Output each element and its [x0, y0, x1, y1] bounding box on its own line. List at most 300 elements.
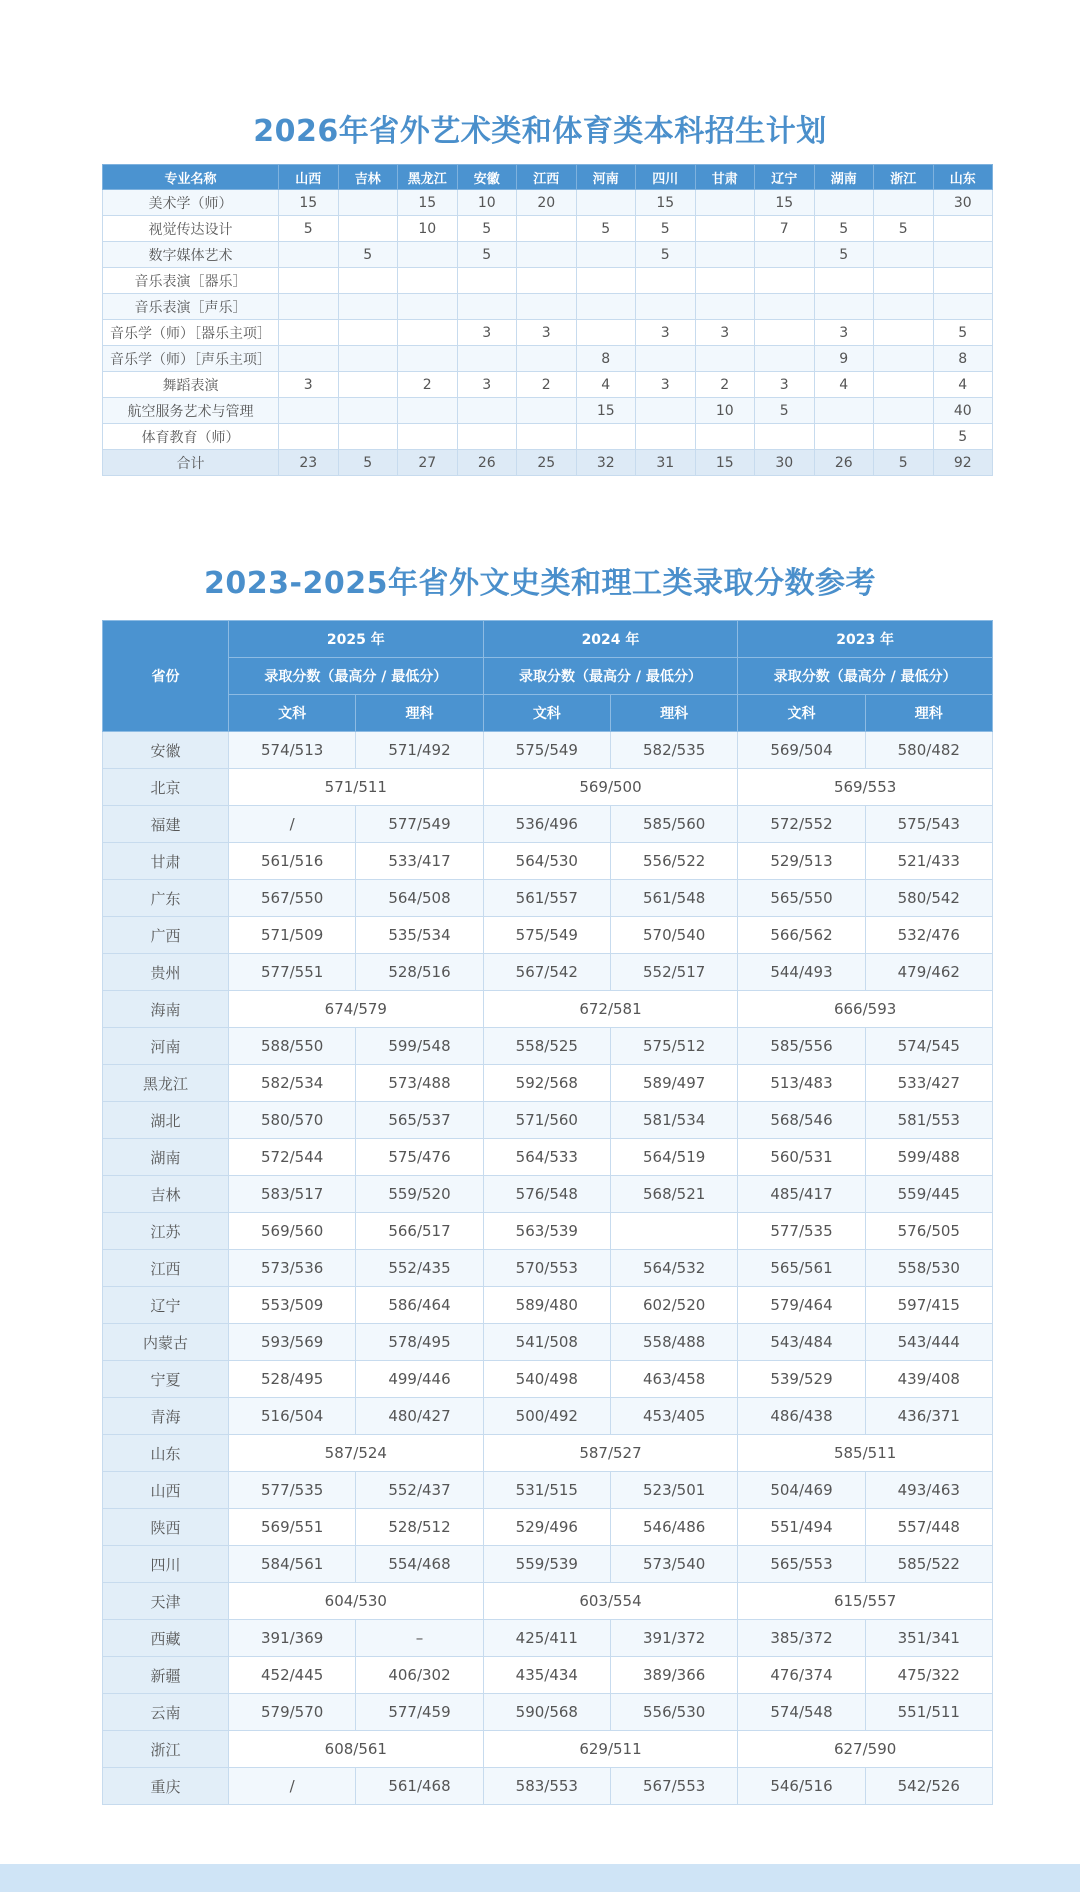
plan-cell [874, 294, 934, 320]
plan-cell [517, 268, 577, 294]
scores-arts-header: 文科 [229, 695, 356, 732]
scores-cell: 531/515 [483, 1472, 610, 1509]
plan-row [103, 398, 993, 424]
plan-cell [814, 190, 874, 216]
scores-cell: 523/501 [610, 1472, 737, 1509]
scores-cell: 577/535 [229, 1472, 356, 1509]
scores-row [103, 1435, 993, 1472]
scores-cell: 532/476 [865, 917, 992, 954]
plan-major-name: 音乐学（师）［声乐主项］ [103, 346, 279, 372]
scores-province: 福建 [103, 806, 229, 843]
plan-cell [338, 346, 398, 372]
plan-row [103, 294, 993, 320]
plan-cell [457, 294, 517, 320]
scores-cell: 588/550 [229, 1028, 356, 1065]
plan-total-cell: 5 [338, 450, 398, 476]
plan-cell: 3 [457, 372, 517, 398]
plan-cell: 9 [814, 346, 874, 372]
scores-cell: 551/494 [738, 1509, 865, 1546]
plan-cell [517, 216, 577, 242]
scores-merged-cell: 571/511 [229, 769, 484, 806]
plan-cell [338, 294, 398, 320]
plan-cell: 5 [755, 398, 815, 424]
plan-cell: 5 [933, 424, 993, 450]
scores-province: 北京 [103, 769, 229, 806]
plan-cell [814, 268, 874, 294]
plan-cell [874, 398, 934, 424]
scores-cell: 593/569 [229, 1324, 356, 1361]
plan-cell [279, 268, 339, 294]
scores-cell: 577/459 [356, 1694, 483, 1731]
scores-cell: 533/417 [356, 843, 483, 880]
scores-cell: 578/495 [356, 1324, 483, 1361]
scores-merged-cell: 604/530 [229, 1583, 484, 1620]
scores-cell: 567/550 [229, 880, 356, 917]
scores-header-years [103, 621, 993, 658]
plan-major-name: 舞蹈表演 [103, 372, 279, 398]
scores-cell: 516/504 [229, 1398, 356, 1435]
plan-major-name: 航空服务艺术与管理 [103, 398, 279, 424]
scores-province-header: 省份 [103, 621, 229, 732]
scores-row [103, 1583, 993, 1620]
plan-title: 2026年省外艺术类和体育类本科招生计划 [253, 114, 827, 149]
plan-cell [576, 424, 636, 450]
plan-major-name: 美术学（师） [103, 190, 279, 216]
scores-cell: 543/484 [738, 1324, 865, 1361]
scores-cell: 544/493 [738, 954, 865, 991]
scores-year-header: 2023 年 [738, 621, 993, 658]
scores-province: 辽宁 [103, 1287, 229, 1324]
plan-total-row [103, 450, 993, 476]
plan-cell [398, 398, 458, 424]
plan-cell [279, 424, 339, 450]
scores-cell: 564/508 [356, 880, 483, 917]
plan-cell: 3 [636, 372, 696, 398]
plan-province-header: 甘肃 [695, 165, 755, 190]
scores-cell: 574/513 [229, 732, 356, 769]
scores-cell: 553/509 [229, 1287, 356, 1324]
plan-cell [695, 190, 755, 216]
plan-province-header: 浙江 [874, 165, 934, 190]
scores-cell: 529/513 [738, 843, 865, 880]
scores-row [103, 1398, 993, 1435]
scores-cell: 575/512 [610, 1028, 737, 1065]
scores-cell: 575/476 [356, 1139, 483, 1176]
scores-cell: 573/536 [229, 1250, 356, 1287]
plan-cell [398, 294, 458, 320]
plan-cell: 15 [576, 398, 636, 424]
scores-cell: 480/427 [356, 1398, 483, 1435]
scores-cell: 556/530 [610, 1694, 737, 1731]
plan-major-name: 体育教育（师） [103, 424, 279, 450]
scores-cell: 476/374 [738, 1657, 865, 1694]
plan-cell [338, 190, 398, 216]
plan-cell [338, 320, 398, 346]
plan-row [103, 372, 993, 398]
scores-row [103, 1361, 993, 1398]
plan-row [103, 242, 993, 268]
plan-cell: 2 [517, 372, 577, 398]
enrollment-plan-table [102, 164, 993, 476]
plan-cell: 40 [933, 398, 993, 424]
plan-row [103, 190, 993, 216]
plan-province-header: 江西 [517, 165, 577, 190]
scores-row [103, 991, 993, 1028]
scores-cell: / [229, 1768, 356, 1805]
plan-total-cell: 30 [755, 450, 815, 476]
scores-row [103, 1657, 993, 1694]
plan-row [103, 424, 993, 450]
plan-cell [517, 346, 577, 372]
plan-cell: 15 [755, 190, 815, 216]
scores-cell: 528/516 [356, 954, 483, 991]
plan-cell: 7 [755, 216, 815, 242]
plan-province-header: 山东 [933, 165, 993, 190]
scores-cell: 552/517 [610, 954, 737, 991]
plan-cell [338, 424, 398, 450]
plan-cell [636, 424, 696, 450]
scores-cell: 586/464 [356, 1287, 483, 1324]
scores-merged-cell: 569/553 [738, 769, 993, 806]
scores-science-header: 理科 [356, 695, 483, 732]
plan-cell [755, 268, 815, 294]
plan-cell [933, 268, 993, 294]
plan-cell [576, 268, 636, 294]
scores-row [103, 1102, 993, 1139]
plan-cell [755, 294, 815, 320]
scores-year-header: 2024 年 [483, 621, 738, 658]
plan-province-header: 湖南 [814, 165, 874, 190]
scores-cell: 561/468 [356, 1768, 483, 1805]
scores-cell: 574/548 [738, 1694, 865, 1731]
scores-score-label: 录取分数（最高分 / 最低分） [738, 658, 993, 695]
scores-title: 2023-2025年省外文史类和理工类录取分数参考 [204, 566, 876, 601]
plan-cell: 3 [755, 372, 815, 398]
scores-row [103, 1065, 993, 1102]
plan-cell [874, 424, 934, 450]
plan-cell: 3 [457, 320, 517, 346]
scores-row [103, 880, 993, 917]
scores-merged-cell: 587/527 [483, 1435, 738, 1472]
plan-cell [874, 320, 934, 346]
plan-row [103, 346, 993, 372]
scores-cell: 583/517 [229, 1176, 356, 1213]
scores-cell: 453/405 [610, 1398, 737, 1435]
scores-cell: 570/553 [483, 1250, 610, 1287]
scores-cell: 559/520 [356, 1176, 483, 1213]
plan-total-cell: 31 [636, 450, 696, 476]
scores-cell: 551/511 [865, 1694, 992, 1731]
scores-province: 宁夏 [103, 1361, 229, 1398]
scores-cell: 566/562 [738, 917, 865, 954]
plan-cell [457, 346, 517, 372]
scores-merged-cell: 627/590 [738, 1731, 993, 1768]
plan-cell: 3 [517, 320, 577, 346]
scores-merged-cell: 674/579 [229, 991, 484, 1028]
scores-cell: 546/486 [610, 1509, 737, 1546]
scores-cell: 602/520 [610, 1287, 737, 1324]
scores-cell: 479/462 [865, 954, 992, 991]
scores-cell: 554/468 [356, 1546, 483, 1583]
plan-cell [695, 216, 755, 242]
scores-province: 安徽 [103, 732, 229, 769]
scores-cell: 493/463 [865, 1472, 992, 1509]
scores-province: 陕西 [103, 1509, 229, 1546]
scores-cell: 573/488 [356, 1065, 483, 1102]
scores-row [103, 1324, 993, 1361]
plan-row [103, 216, 993, 242]
scores-cell: 569/560 [229, 1213, 356, 1250]
scores-cell [610, 1213, 737, 1250]
plan-cell [814, 424, 874, 450]
plan-cell [576, 190, 636, 216]
scores-cell: 543/444 [865, 1324, 992, 1361]
scores-cell: 521/433 [865, 843, 992, 880]
plan-cell: 5 [457, 216, 517, 242]
scores-cell: 583/553 [483, 1768, 610, 1805]
scores-province: 江苏 [103, 1213, 229, 1250]
scores-merged-cell: 666/593 [738, 991, 993, 1028]
plan-cell: 5 [933, 320, 993, 346]
scores-cell: 565/553 [738, 1546, 865, 1583]
scores-cell: 391/369 [229, 1620, 356, 1657]
scores-cell: 351/341 [865, 1620, 992, 1657]
scores-cell: 485/417 [738, 1176, 865, 1213]
scores-cell: 568/521 [610, 1176, 737, 1213]
scores-province: 四川 [103, 1546, 229, 1583]
plan-province-header: 吉林 [338, 165, 398, 190]
scores-merged-cell: 629/511 [483, 1731, 738, 1768]
scores-cell: 577/535 [738, 1213, 865, 1250]
plan-cell: 10 [695, 398, 755, 424]
scores-cell: 577/549 [356, 806, 483, 843]
plan-cell [576, 320, 636, 346]
scores-province: 湖北 [103, 1102, 229, 1139]
scores-cell: 535/534 [356, 917, 483, 954]
scores-cell: 571/492 [356, 732, 483, 769]
scores-science-header: 理科 [610, 695, 737, 732]
plan-cell [695, 242, 755, 268]
plan-cell: 5 [814, 216, 874, 242]
plan-cell: 5 [576, 216, 636, 242]
scores-province: 黑龙江 [103, 1065, 229, 1102]
scores-merged-cell: 615/557 [738, 1583, 993, 1620]
scores-cell: 585/560 [610, 806, 737, 843]
scores-province: 广西 [103, 917, 229, 954]
scores-cell: 528/512 [356, 1509, 483, 1546]
scores-cell: – [356, 1620, 483, 1657]
scores-province: 河南 [103, 1028, 229, 1065]
plan-cell [755, 320, 815, 346]
plan-cell [636, 268, 696, 294]
plan-row [103, 268, 993, 294]
plan-cell [755, 424, 815, 450]
scores-cell: 565/561 [738, 1250, 865, 1287]
scores-province: 湖南 [103, 1139, 229, 1176]
plan-cell [933, 216, 993, 242]
scores-cell: 452/445 [229, 1657, 356, 1694]
plan-cell [398, 346, 458, 372]
plan-cell [457, 398, 517, 424]
plan-cell [576, 294, 636, 320]
scores-cell: 572/544 [229, 1139, 356, 1176]
plan-cell [279, 346, 339, 372]
scores-cell: 585/556 [738, 1028, 865, 1065]
scores-cell: 560/531 [738, 1139, 865, 1176]
footer-band [0, 1864, 1080, 1892]
scores-row [103, 1139, 993, 1176]
scores-cell: 561/557 [483, 880, 610, 917]
plan-total-label: 合计 [103, 450, 279, 476]
scores-cell: 389/366 [610, 1657, 737, 1694]
scores-province: 山西 [103, 1472, 229, 1509]
scores-score-label: 录取分数（最高分 / 最低分） [483, 658, 738, 695]
plan-cell [695, 268, 755, 294]
scores-cell: 574/545 [865, 1028, 992, 1065]
scores-cell: 577/551 [229, 954, 356, 991]
scores-cell: 540/498 [483, 1361, 610, 1398]
plan-cell [398, 268, 458, 294]
scores-cell: 406/302 [356, 1657, 483, 1694]
plan-cell [338, 398, 398, 424]
scores-province: 海南 [103, 991, 229, 1028]
scores-province: 天津 [103, 1583, 229, 1620]
plan-cell [517, 398, 577, 424]
scores-cell: 575/549 [483, 917, 610, 954]
plan-cell [338, 372, 398, 398]
scores-year-header: 2025 年 [229, 621, 484, 658]
plan-cell [814, 294, 874, 320]
scores-cell: 439/408 [865, 1361, 992, 1398]
scores-merged-cell: 569/500 [483, 769, 738, 806]
plan-total-cell: 32 [576, 450, 636, 476]
scores-cell: 391/372 [610, 1620, 737, 1657]
scores-merged-cell: 585/511 [738, 1435, 993, 1472]
scores-cell: 575/549 [483, 732, 610, 769]
plan-cell [338, 268, 398, 294]
plan-cell [874, 346, 934, 372]
scores-cell: 566/517 [356, 1213, 483, 1250]
scores-row [103, 1213, 993, 1250]
plan-major-name: 视觉传达设计 [103, 216, 279, 242]
plan-cell: 4 [576, 372, 636, 398]
plan-cell: 15 [636, 190, 696, 216]
scores-cell: 533/427 [865, 1065, 992, 1102]
plan-cell: 2 [398, 372, 458, 398]
scores-cell: 558/530 [865, 1250, 992, 1287]
scores-province: 吉林 [103, 1176, 229, 1213]
scores-cell: 579/570 [229, 1694, 356, 1731]
plan-cell [279, 398, 339, 424]
scores-cell: 576/505 [865, 1213, 992, 1250]
scores-row [103, 1509, 993, 1546]
plan-total-cell: 27 [398, 450, 458, 476]
scores-cell: 571/560 [483, 1102, 610, 1139]
scores-cell: 500/492 [483, 1398, 610, 1435]
scores-cell: 558/525 [483, 1028, 610, 1065]
scores-merged-cell: 608/561 [229, 1731, 484, 1768]
scores-cell: 599/488 [865, 1139, 992, 1176]
scores-cell: 599/548 [356, 1028, 483, 1065]
scores-cell: 559/445 [865, 1176, 992, 1213]
plan-cell [398, 424, 458, 450]
scores-cell: 565/537 [356, 1102, 483, 1139]
plan-cell [457, 268, 517, 294]
scores-cell: 589/497 [610, 1065, 737, 1102]
scores-cell: 585/522 [865, 1546, 992, 1583]
plan-province-header: 山西 [279, 165, 339, 190]
plan-cell: 8 [576, 346, 636, 372]
scores-cell: 435/434 [483, 1657, 610, 1694]
scores-row [103, 769, 993, 806]
scores-cell: 528/495 [229, 1361, 356, 1398]
scores-merged-cell: 603/554 [483, 1583, 738, 1620]
plan-cell: 3 [636, 320, 696, 346]
scores-province: 浙江 [103, 1731, 229, 1768]
scores-cell: 582/534 [229, 1065, 356, 1102]
scores-cell: 565/550 [738, 880, 865, 917]
scores-arts-header: 文科 [483, 695, 610, 732]
scores-score-label: 录取分数（最高分 / 最低分） [229, 658, 484, 695]
plan-cell: 5 [279, 216, 339, 242]
plan-cell: 30 [933, 190, 993, 216]
scores-row [103, 806, 993, 843]
plan-cell [814, 398, 874, 424]
scores-row [103, 1546, 993, 1583]
scores-province: 重庆 [103, 1768, 229, 1805]
plan-cell: 4 [814, 372, 874, 398]
scores-merged-cell: 587/524 [229, 1435, 484, 1472]
scores-cell: 475/322 [865, 1657, 992, 1694]
scores-cell: 580/542 [865, 880, 992, 917]
scores-cell: 539/529 [738, 1361, 865, 1398]
scores-cell: 564/530 [483, 843, 610, 880]
scores-cell: 541/508 [483, 1324, 610, 1361]
scores-row [103, 1620, 993, 1657]
plan-cell [933, 294, 993, 320]
scores-cell: 529/496 [483, 1509, 610, 1546]
scores-cell: 558/488 [610, 1324, 737, 1361]
scores-cell: 584/561 [229, 1546, 356, 1583]
plan-cell [338, 216, 398, 242]
plan-cell [636, 346, 696, 372]
scores-cell: 569/504 [738, 732, 865, 769]
scores-row [103, 1472, 993, 1509]
plan-row [103, 320, 993, 346]
plan-cell [279, 320, 339, 346]
plan-major-name: 音乐表演［声乐］ [103, 294, 279, 320]
scores-cell: 563/539 [483, 1213, 610, 1250]
scores-cell: 385/372 [738, 1620, 865, 1657]
plan-cell [755, 346, 815, 372]
scores-province: 山东 [103, 1435, 229, 1472]
plan-province-header: 四川 [636, 165, 696, 190]
scores-cell: 569/551 [229, 1509, 356, 1546]
plan-cell [517, 424, 577, 450]
plan-total-cell: 26 [814, 450, 874, 476]
plan-cell: 5 [874, 216, 934, 242]
plan-cell [636, 294, 696, 320]
scores-cell: 542/526 [865, 1768, 992, 1805]
plan-major-name: 音乐学（师）［器乐主项］ [103, 320, 279, 346]
plan-major-name: 数字媒体艺术 [103, 242, 279, 268]
scores-arts-header: 文科 [738, 695, 865, 732]
scores-row [103, 732, 993, 769]
scores-cell: 436/371 [865, 1398, 992, 1435]
scores-header-subjects [103, 695, 993, 732]
plan-cell: 20 [517, 190, 577, 216]
plan-cell [576, 242, 636, 268]
